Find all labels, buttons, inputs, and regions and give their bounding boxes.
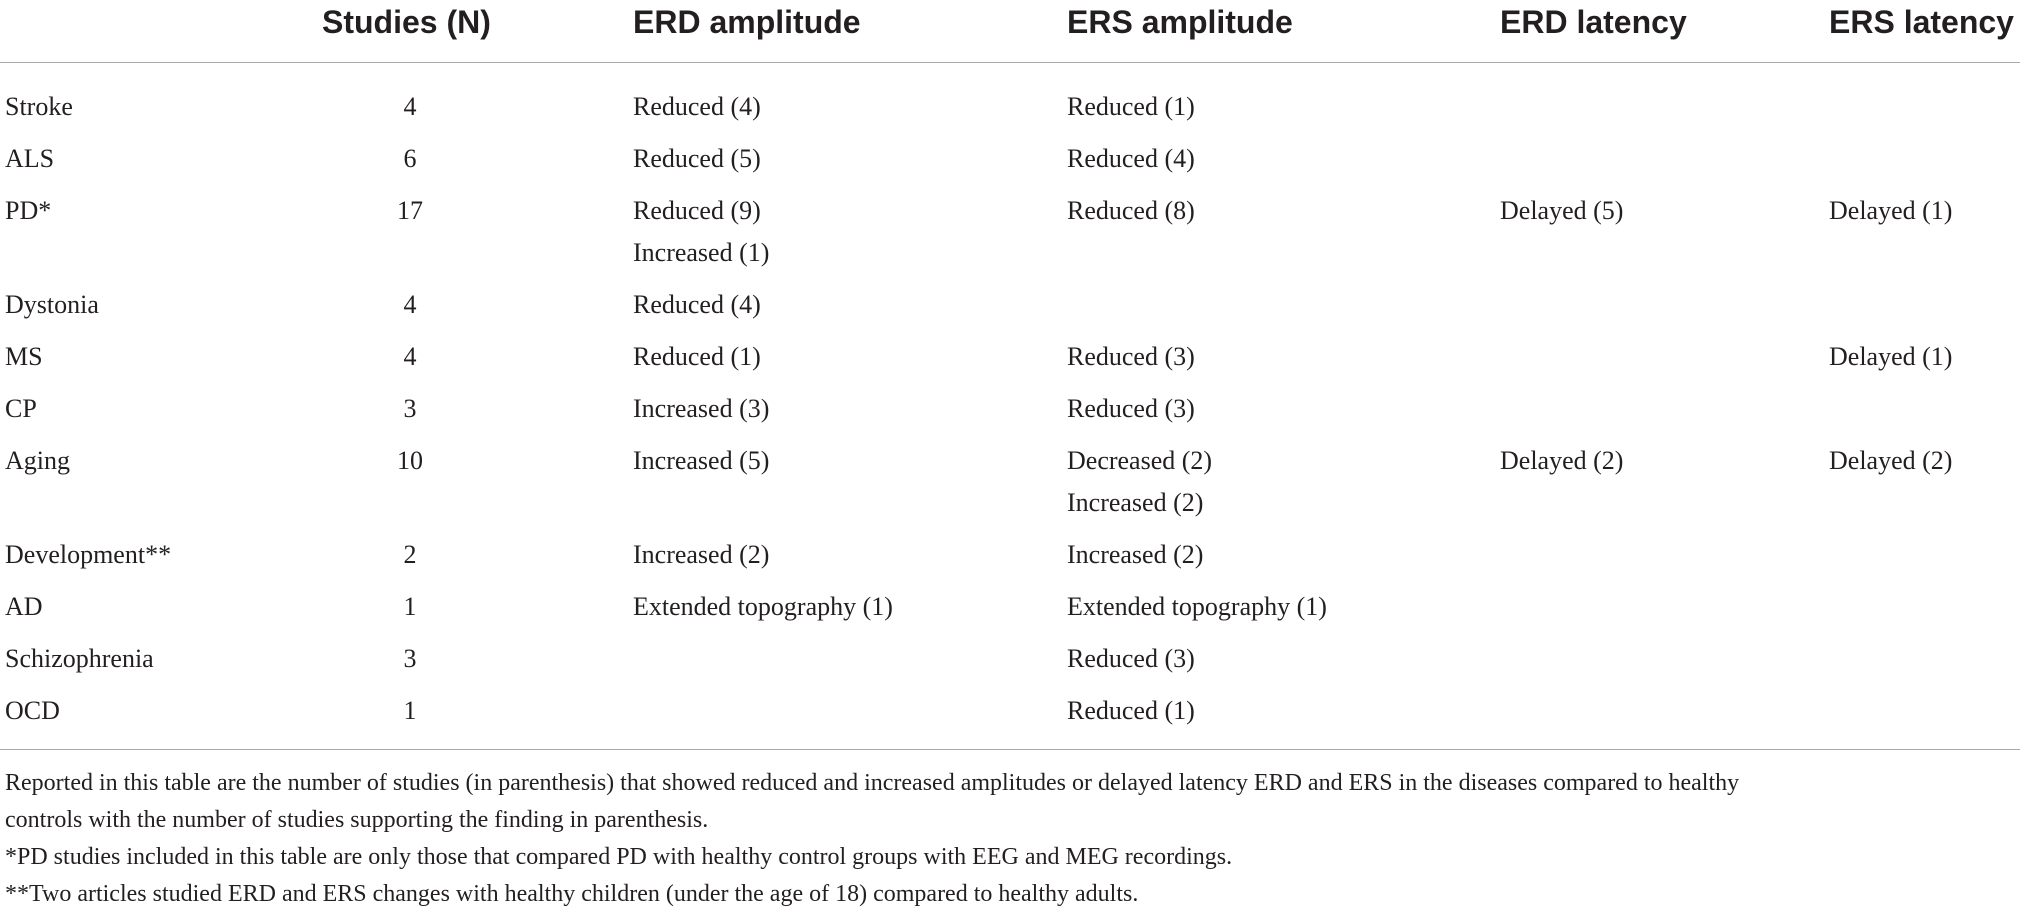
footnote-pd: *PD studies included in this table are only those that compared PD with healthy control groups with EEG and MEG recordings. xyxy=(5,844,1233,870)
cell-ers-amplitude: Reduced (3) xyxy=(1067,644,1195,673)
cell-ers-latency: Delayed (2) xyxy=(1829,446,1953,475)
cell-condition: PD* xyxy=(5,196,52,225)
cell-condition: CP xyxy=(5,394,37,423)
cell-erd-amplitude: Reduced (4) xyxy=(633,290,761,319)
cell-condition: Schizophrenia xyxy=(5,644,154,673)
cell-ers-amplitude: Increased (2) xyxy=(1067,488,1204,517)
cell-studies: 2 xyxy=(403,540,417,569)
header-ers-amplitude: ERS amplitude xyxy=(1067,4,1293,40)
cell-condition: ALS xyxy=(5,144,55,173)
cell-erd-amplitude: Reduced (4) xyxy=(633,92,761,121)
cell-erd-amplitude: Increased (5) xyxy=(633,446,770,475)
cell-ers-amplitude: Reduced (4) xyxy=(1067,144,1195,173)
cell-condition: OCD xyxy=(5,696,60,725)
cell-ers-amplitude: Decreased (2) xyxy=(1067,446,1213,475)
header-studies: Studies (N) xyxy=(322,4,491,40)
cell-condition: AD xyxy=(5,592,43,621)
header-divider xyxy=(0,62,2020,63)
cell-studies: 17 xyxy=(397,196,423,225)
footnote-summary-line-2: controls with the number of studies supporting the finding in parenthesis. xyxy=(5,807,709,833)
cell-ers-amplitude: Reduced (1) xyxy=(1067,92,1195,121)
cell-erd-amplitude: Extended topography (1) xyxy=(633,592,893,621)
cell-erd-latency: Delayed (2) xyxy=(1500,446,1624,475)
cell-studies: 4 xyxy=(403,342,417,371)
footnote-development: **Two articles studied ERD and ERS changes with healthy children (under the age of 18) compared to healthy adults. xyxy=(5,881,1139,907)
cell-studies: 4 xyxy=(403,92,417,121)
cell-erd-amplitude: Reduced (9) xyxy=(633,196,761,225)
cell-ers-amplitude: Reduced (3) xyxy=(1067,342,1195,371)
cell-ers-amplitude: Increased (2) xyxy=(1067,540,1204,569)
cell-studies: 3 xyxy=(403,644,417,673)
header-erd-latency: ERD latency xyxy=(1500,4,1687,40)
cell-erd-latency: Delayed (5) xyxy=(1500,196,1624,225)
cell-ers-amplitude: Reduced (1) xyxy=(1067,696,1195,725)
table-footnotes xyxy=(5,765,2015,913)
cell-studies: 1 xyxy=(403,592,417,621)
cell-ers-latency: Delayed (1) xyxy=(1829,342,1953,371)
cell-studies: 3 xyxy=(403,394,417,423)
cell-erd-amplitude: Increased (1) xyxy=(633,238,770,267)
cell-erd-amplitude: Increased (2) xyxy=(633,540,770,569)
header-erd-amplitude: ERD amplitude xyxy=(633,4,861,40)
cell-studies: 10 xyxy=(397,446,423,475)
cell-studies: 4 xyxy=(403,290,417,319)
cell-erd-amplitude: Reduced (5) xyxy=(633,144,761,173)
cell-erd-amplitude: Reduced (1) xyxy=(633,342,761,371)
cell-ers-latency: Delayed (1) xyxy=(1829,196,1953,225)
footnote-summary-line-1: Reported in this table are the number of studies (in parenthesis) that showed reduced and increased amplitudes or delayed latency ERD and ERS in the diseases compared to healthy xyxy=(5,770,1740,796)
cell-condition: Stroke xyxy=(5,92,73,121)
cell-studies: 1 xyxy=(403,696,417,725)
cell-condition: Development** xyxy=(5,540,172,569)
cell-erd-amplitude: Increased (3) xyxy=(633,394,770,423)
cell-condition: Aging xyxy=(5,446,70,475)
cell-studies: 6 xyxy=(403,144,417,173)
cell-ers-amplitude: Reduced (8) xyxy=(1067,196,1195,225)
table-header-row xyxy=(0,0,2020,62)
cell-ers-amplitude: Reduced (3) xyxy=(1067,394,1195,423)
cell-ers-amplitude: Extended topography (1) xyxy=(1067,592,1327,621)
cell-condition: MS xyxy=(5,342,43,371)
cell-condition: Dystonia xyxy=(5,290,99,319)
table-bottom-divider xyxy=(0,749,2020,750)
header-ers-latency: ERS latency xyxy=(1829,4,2014,40)
